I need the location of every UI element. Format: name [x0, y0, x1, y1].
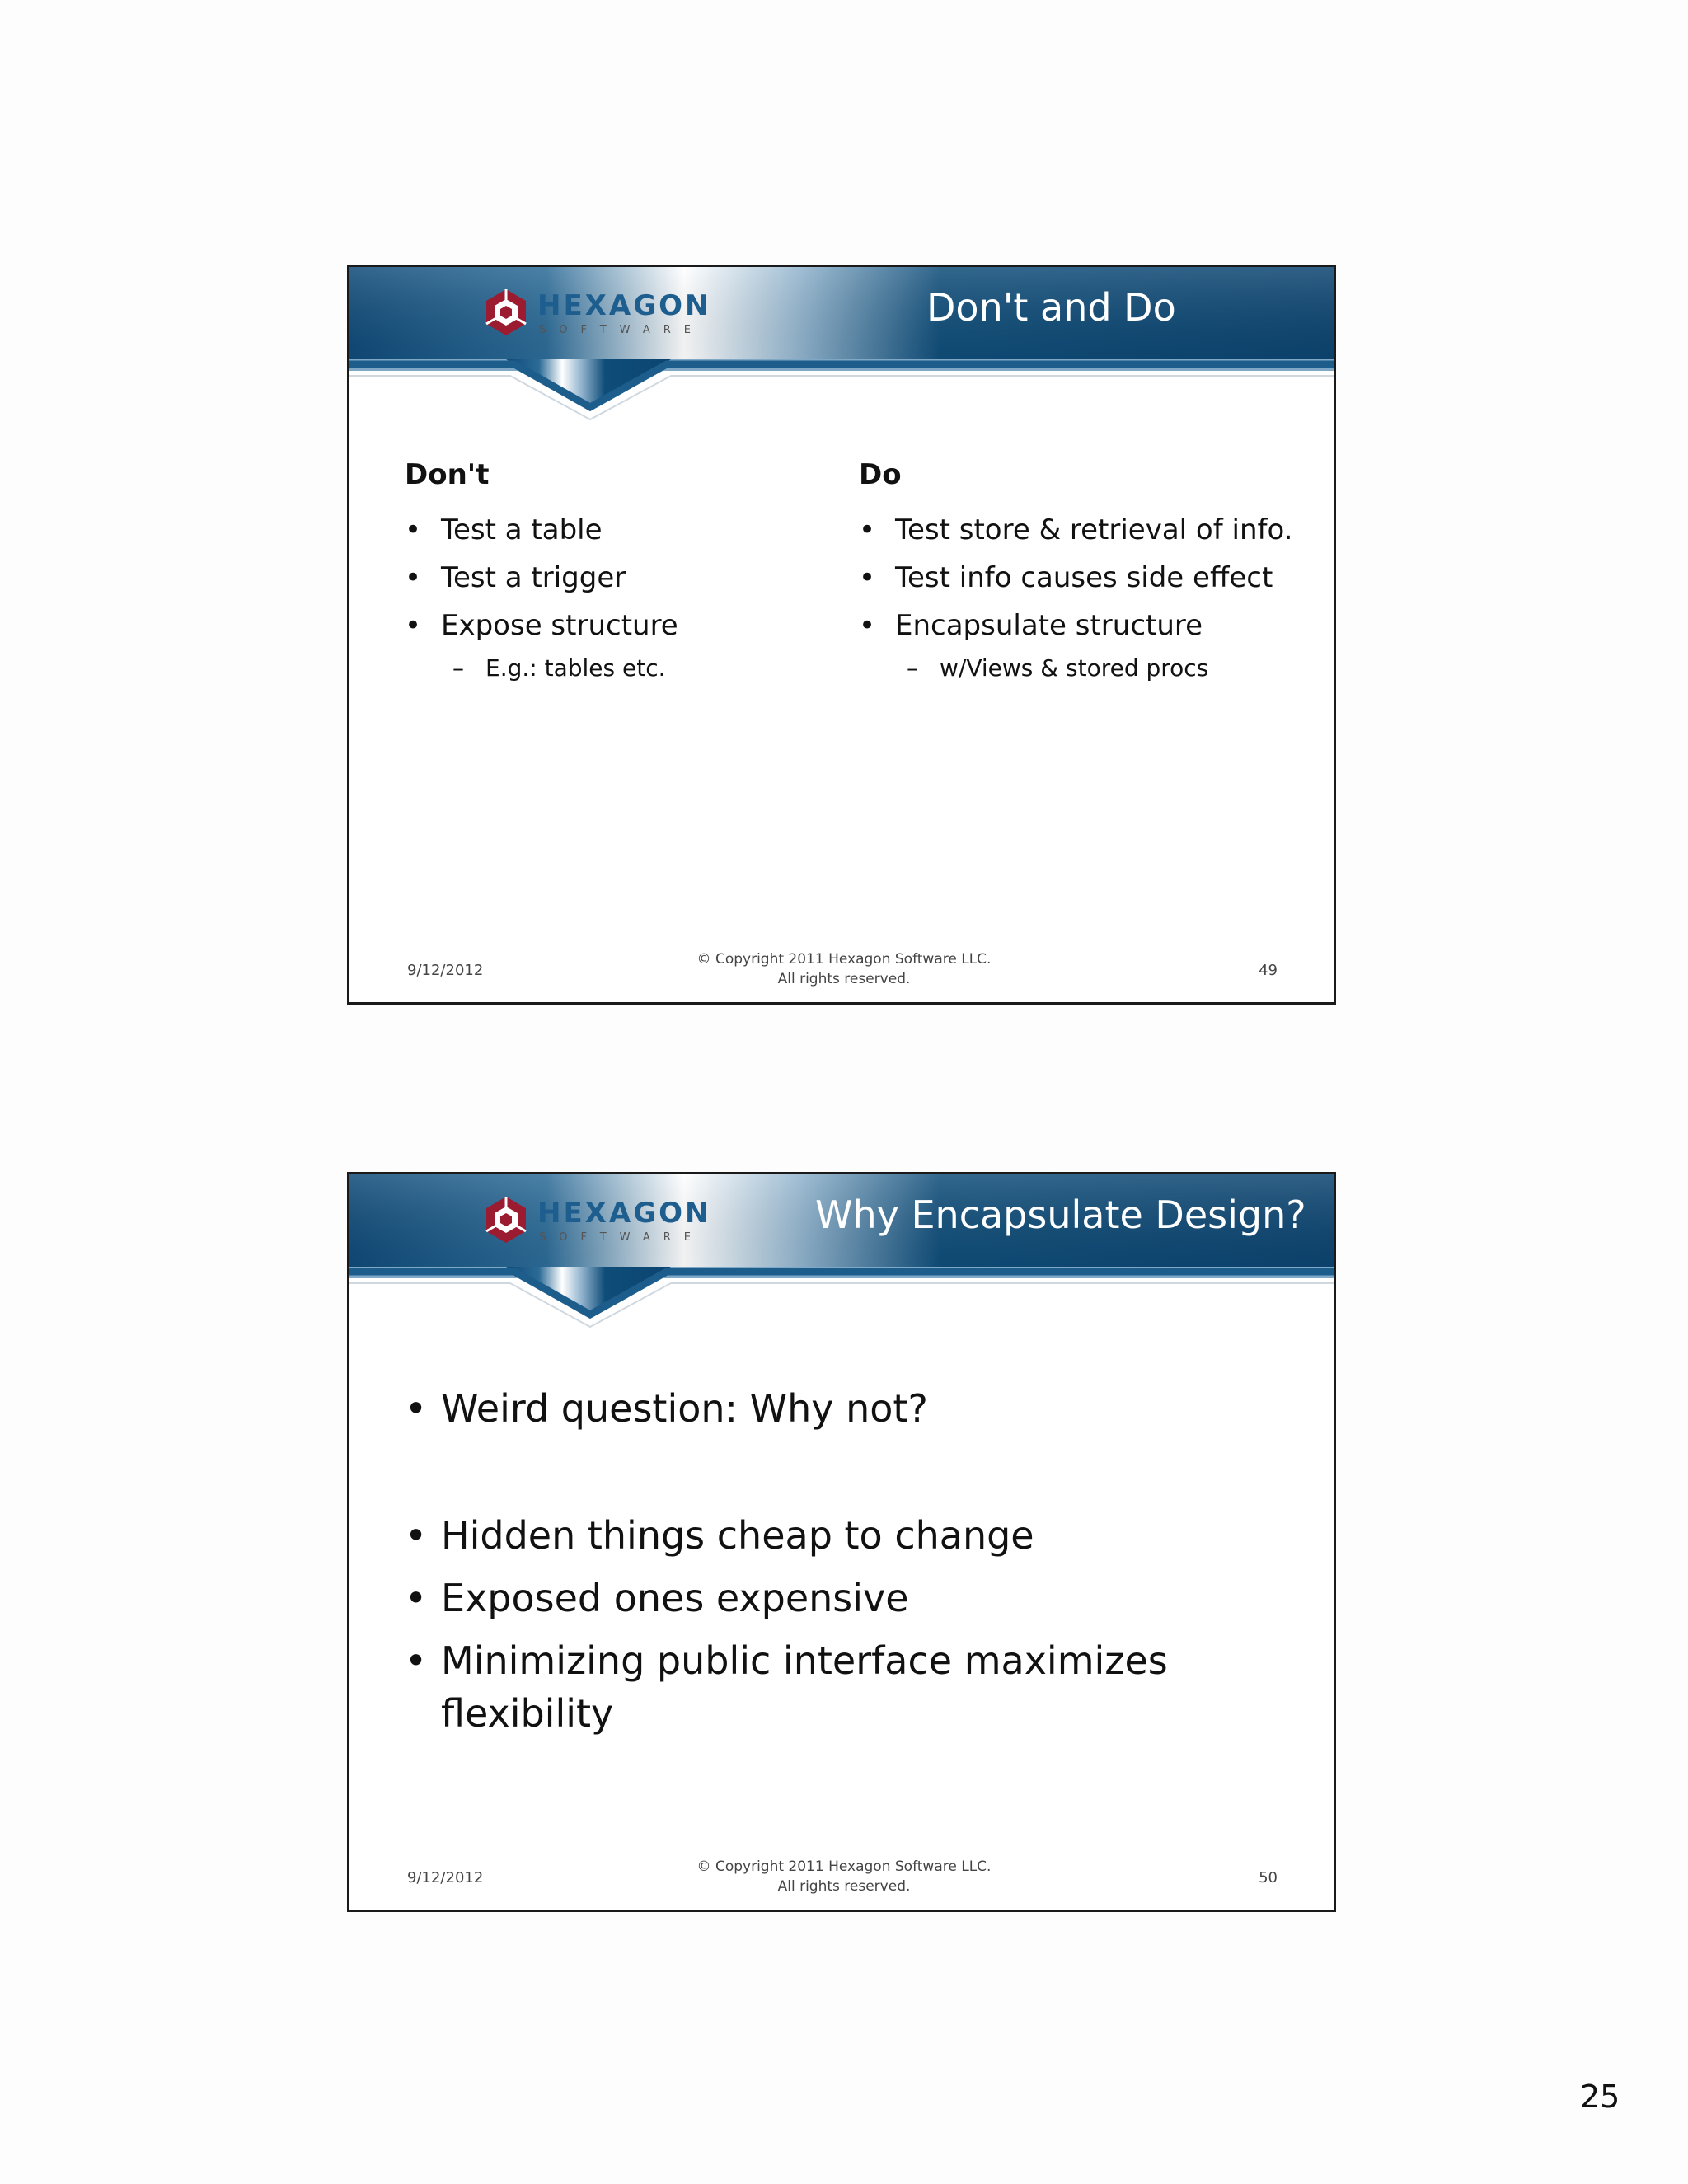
list-item: • Hidden things cheap to change	[405, 1509, 1270, 1562]
slide-number: 50	[1259, 1869, 1278, 1886]
bullet-icon: •	[405, 561, 422, 594]
hexagon-logo	[481, 1195, 712, 1253]
bullet-icon: •	[405, 1513, 428, 1558]
dont-column	[405, 458, 678, 687]
slide-title: Don't and Do	[926, 285, 1176, 330]
bullet-list-intro	[405, 1382, 1270, 1445]
dont-heading: Don't	[405, 458, 490, 491]
list-item: • Weird question: Why not?	[405, 1382, 1270, 1435]
list-item: • Encapsulate structure	[859, 602, 1292, 649]
hexagon-logo-icon	[481, 1195, 531, 1244]
dash-icon: –	[907, 654, 918, 682]
list-item: • Test a table	[405, 506, 678, 554]
footer-date: 9/12/2012	[407, 962, 484, 979]
logo-subtitle: SOFTWARE	[539, 324, 704, 336]
logo-subtitle: SOFTWARE	[539, 1231, 704, 1244]
do-heading: Do	[859, 458, 902, 491]
bullet-icon: •	[405, 1386, 428, 1431]
footer-date: 9/12/2012	[407, 1869, 484, 1886]
do-column	[859, 458, 1292, 687]
slide-title: Why Encapsulate Design?	[815, 1193, 1306, 1237]
list-item: • Minimizing public interface maximizes flexibility	[405, 1634, 1183, 1740]
bullet-list-main	[405, 1509, 1270, 1750]
slide-50	[347, 1172, 1336, 1912]
logo-wordmark: HEXAGON	[537, 1197, 711, 1230]
bullet-icon: •	[405, 609, 422, 642]
slide-49	[347, 265, 1336, 1005]
slide-header	[349, 1174, 1334, 1339]
hexagon-logo	[481, 288, 712, 345]
page-number: 25	[1580, 2079, 1620, 2115]
list-item: • Expose structure	[405, 602, 678, 649]
bullet-icon: •	[405, 513, 422, 546]
bullet-icon: •	[405, 1638, 428, 1683]
footer-copyright: © Copyright 2011 Hexagon Software LLC. All rights reserved.	[696, 951, 992, 987]
sub-item: – E.g.: tables etc.	[405, 649, 678, 687]
list-item: • Test a trigger	[405, 554, 678, 602]
logo-wordmark: HEXAGON	[537, 289, 711, 322]
list-item: • Exposed ones expensive	[405, 1572, 1270, 1624]
bullet-icon: •	[405, 1576, 428, 1620]
slide-header	[349, 267, 1334, 432]
hexagon-logo-icon	[481, 288, 531, 337]
slide-number: 49	[1259, 962, 1278, 979]
bullet-icon: •	[859, 561, 876, 594]
list-item: • Test store & retrieval of info.	[859, 506, 1292, 554]
sub-item: – w/Views & stored procs	[859, 649, 1292, 687]
dash-icon: –	[452, 654, 464, 682]
footer-copyright: © Copyright 2011 Hexagon Software LLC. All rights reserved.	[696, 1858, 992, 1895]
bullet-icon: •	[859, 609, 876, 642]
bullet-icon: •	[859, 513, 876, 546]
list-item: • Test info causes side effect	[859, 554, 1292, 602]
